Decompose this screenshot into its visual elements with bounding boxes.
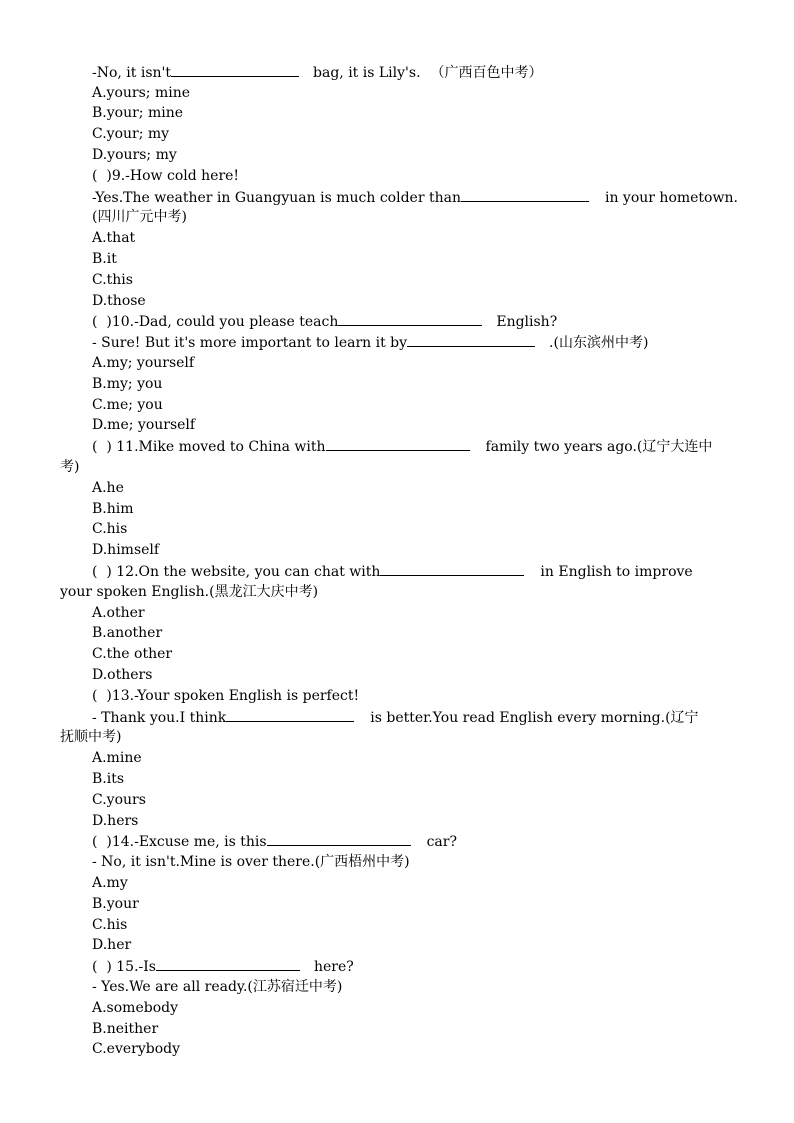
q13-option-d: D.hers	[92, 813, 139, 829]
q12-text-a: ( ) 12.On the website, you can chat with	[92, 564, 381, 580]
q8-option-d: D.yours; my	[92, 147, 177, 163]
q10-text-a: ( )10.-Dad, could you please teach	[92, 314, 339, 330]
q14-stem	[92, 831, 457, 851]
q12-text-b: in English to improve	[540, 564, 693, 580]
q9-option-d: D.those	[92, 293, 146, 309]
q12-option-b: B.another	[92, 625, 163, 641]
q11-stem-cont: 考)	[60, 459, 80, 475]
q14-option-c: C.his	[92, 917, 128, 933]
q8-option-a: A.yours; mine	[92, 85, 191, 101]
q12-blank[interactable]	[380, 561, 524, 576]
q15-blank[interactable]	[156, 956, 300, 971]
q12-option-c: C.the other	[92, 646, 173, 662]
q14-text-a: ( )14.-Excuse me, is this	[92, 834, 267, 850]
q8-source: （广西百色中考）	[430, 65, 543, 81]
q9-option-c: C.this	[92, 272, 133, 288]
q14-blank[interactable]	[267, 831, 411, 846]
q10-option-c: C.me; you	[92, 397, 163, 413]
q9-option-a: A.that	[92, 230, 136, 246]
q9-option-b: B.it	[92, 251, 117, 267]
q13-source: 抚顺中考)	[60, 729, 122, 745]
q11-option-a: A.he	[92, 480, 124, 496]
q10-stem	[92, 311, 557, 331]
q8-text-a: -No, it isn't	[92, 65, 172, 81]
q14-option-b: B.your	[92, 896, 139, 912]
q8-option-c: C.your; my	[92, 126, 170, 142]
q12-option-d: D.others	[92, 667, 153, 683]
q12-stem-cont: your spoken English.(黑龙江大庆中考)	[60, 584, 319, 600]
q11-stem	[92, 436, 712, 456]
q11-text-b: family two years ago.(辽宁大连中	[485, 439, 713, 455]
q10-text-b: English?	[496, 314, 558, 330]
q11-blank[interactable]	[326, 436, 470, 451]
q14-option-d: D.her	[92, 937, 132, 953]
q13-blank[interactable]	[226, 707, 354, 722]
q8-blank[interactable]	[171, 62, 299, 77]
q8-answer-line	[92, 62, 543, 82]
q13-text-b: is better.You read English every morning.(辽宁	[370, 710, 699, 726]
q10-text-c: - Sure! But it's more important to learn it by	[92, 335, 408, 351]
q15-option-c: C.everybody	[92, 1041, 181, 1057]
q11-option-b: B.him	[92, 501, 134, 517]
q12-option-a: A.other	[92, 605, 145, 621]
q15-option-a: A.somebody	[92, 1000, 178, 1016]
q15-answer-line: - Yes.We are all ready.(江苏宿迁中考)	[92, 979, 343, 995]
q15-text-b: here?	[313, 959, 354, 975]
q13-text-a: - Thank you.I think	[92, 710, 227, 726]
q13-stem: ( )13.-Your spoken English is perfect!	[92, 688, 360, 704]
q10-source: .(山东滨州中考)	[549, 335, 649, 351]
q9-blank[interactable]	[461, 187, 589, 202]
q14-answer-line: - No, it isn't.Mine is over there.(广西梧州中考)	[92, 854, 410, 870]
q10-option-a: A.my; yourself	[92, 355, 195, 371]
q15-option-b: B.neither	[92, 1021, 159, 1037]
q10-blank-1[interactable]	[338, 311, 482, 326]
q10-blank-2[interactable]	[407, 332, 535, 347]
q15-stem	[92, 956, 354, 976]
q10-option-d: D.me; yourself	[92, 417, 196, 433]
q11-option-d: D.himself	[92, 542, 160, 558]
q8-text-b: bag, it is Lily's.	[313, 65, 421, 81]
q9-text-b: in your hometown.	[604, 190, 738, 206]
q12-stem	[92, 561, 693, 581]
q14-option-a: A.my	[92, 875, 128, 891]
q13-option-c: C.yours	[92, 792, 146, 808]
q11-text-a: ( ) 11.Mike moved to China with	[92, 439, 326, 455]
q9-text-a: -Yes.The weather in Guangyuan is much colder than	[92, 190, 461, 206]
q15-text-a: ( ) 15.-Is	[92, 959, 156, 975]
q13-option-a: A.mine	[92, 750, 142, 766]
q10-option-b: B.my; you	[92, 376, 163, 392]
q9-source: (四川广元中考)	[92, 209, 187, 225]
q13-answer-line	[92, 707, 699, 727]
q13-option-b: B.its	[92, 771, 125, 787]
q14-text-b: car?	[426, 834, 457, 850]
q8-option-b: B.your; mine	[92, 105, 184, 121]
q10-answer-line	[92, 332, 648, 352]
q11-option-c: C.his	[92, 521, 128, 537]
q9-stem: ( )9.-How cold here!	[92, 168, 240, 184]
q9-answer-line	[92, 187, 738, 207]
